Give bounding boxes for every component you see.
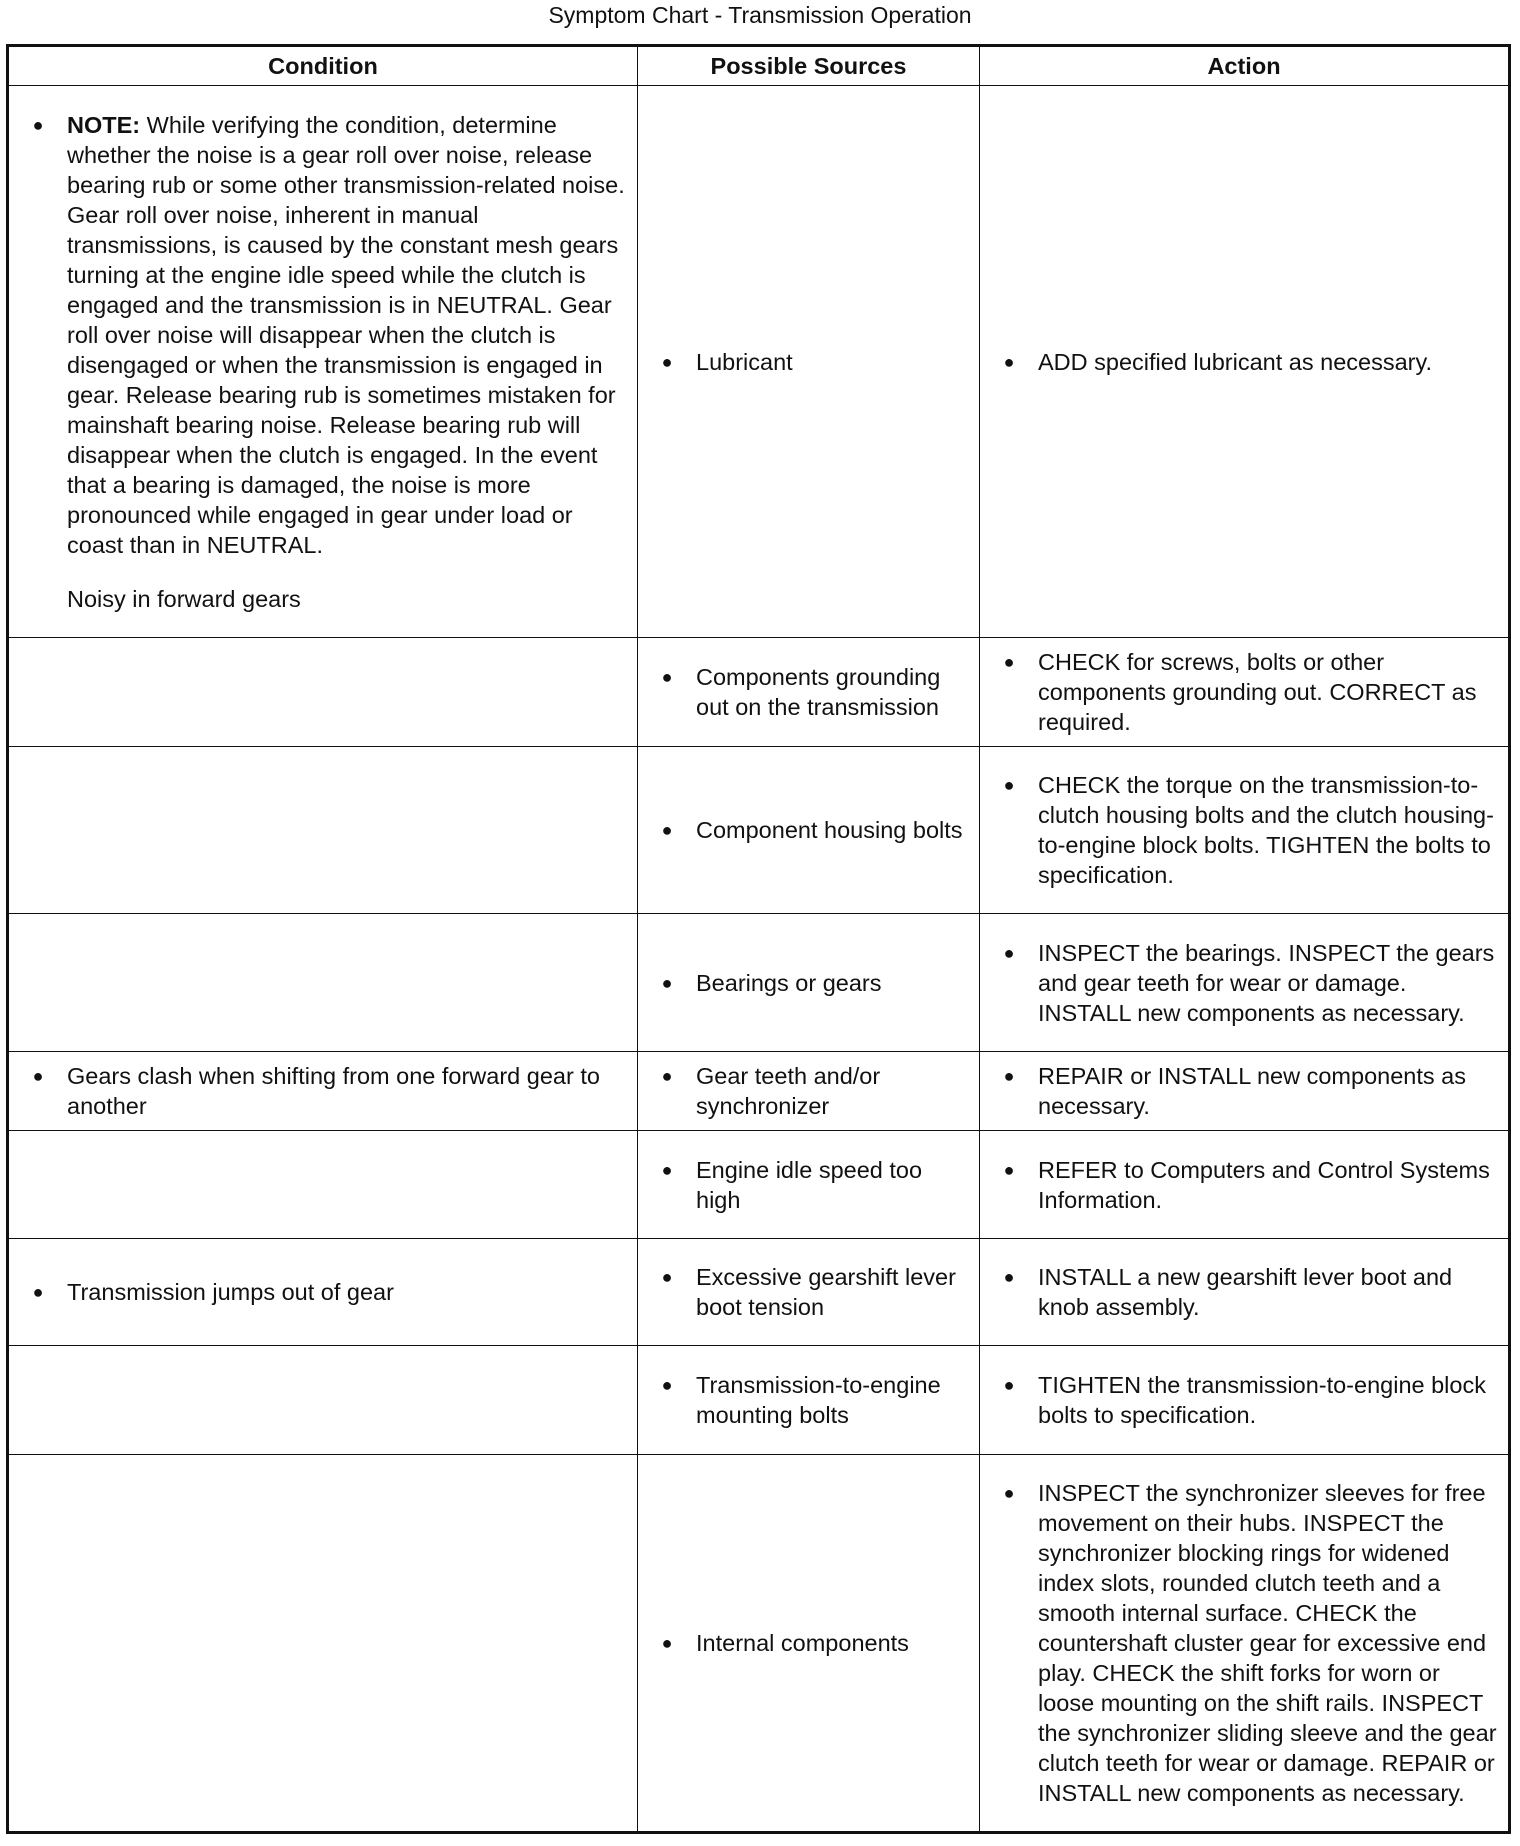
source-cell: [638, 747, 980, 914]
bullet-icon: ●: [661, 820, 673, 840]
source-cell-content: Transmission-to-engine mounting bolts: [696, 1372, 941, 1428]
source-cell: [638, 1346, 980, 1455]
header-row: [8, 46, 1510, 86]
action-cell-content: INSPECT the synchronizer sleeves for free movement on their hubs. INSPECT the synchronizer blocking rings for widened index slots, rounded clutch teeth and a smooth internal surface. CHECK the countershaft cluster gear for excessive end play. CHECK the shift forks for worn or loose mounting on the shift rails. INSPECT the synchronizer sliding sleeve and the gear clutch teeth for wear or damage. REPAIR or INSTALL new components as necessary.: [1038, 1480, 1497, 1806]
action-cell-text: [1038, 1478, 1500, 1808]
condition-subtitle: Noisy in forward gears: [67, 585, 301, 612]
action-cell-text: [1038, 770, 1500, 890]
header-condition: Condition: [8, 46, 638, 86]
source-cell-content: Components grounding out on the transmission: [696, 664, 941, 720]
action-cell-text: [1038, 1370, 1500, 1430]
table-row: [8, 914, 1510, 1052]
symptom-table: [6, 44, 1511, 1834]
condition-cell: [8, 1131, 638, 1239]
table-row: [8, 1052, 1510, 1131]
action-cell-text: [1038, 647, 1500, 737]
condition-cell-text: [67, 110, 629, 560]
source-cell-content: Lubricant: [696, 348, 793, 375]
source-cell-text: [696, 1370, 971, 1430]
source-cell-content: Engine idle speed too high: [696, 1156, 923, 1213]
table-row: [8, 747, 1510, 914]
source-cell: [638, 1131, 980, 1239]
note-label: NOTE:: [67, 111, 141, 138]
action-cell-content: ADD specified lubricant as necessary.: [1038, 348, 1433, 375]
source-cell-content: Internal components: [696, 1630, 909, 1656]
bullet-icon: ●: [1003, 1066, 1015, 1086]
source-cell: [638, 1239, 980, 1346]
condition-cell: [8, 1455, 638, 1833]
bullet-icon: ●: [661, 1633, 673, 1653]
action-cell: [980, 1239, 1510, 1346]
action-cell-content: INSPECT the bearings. INSPECT the gears and gear teeth for wear or damage. INSTALL new components as necessary.: [1038, 939, 1495, 1026]
source-cell-text: [696, 968, 882, 998]
source-cell: [638, 1052, 980, 1131]
condition-cell: [8, 1239, 638, 1346]
action-cell: [980, 1131, 1510, 1239]
action-cell: [980, 1346, 1510, 1455]
action-cell: [980, 747, 1510, 914]
action-cell-text: [1038, 347, 1432, 377]
source-cell-text: [696, 662, 971, 722]
bullet-icon: ●: [1003, 1159, 1015, 1180]
source-cell: [638, 914, 980, 1052]
condition-cell-content: Gears clash when shifting from one forward gear to another: [67, 1063, 600, 1119]
bullet-icon: ●: [661, 1066, 673, 1086]
bullet-icon: ●: [661, 1159, 673, 1180]
action-cell-content: CHECK for screws, bolts or other components grounding out. CORRECT as required.: [1038, 649, 1477, 735]
source-cell: [638, 638, 980, 747]
table-row: [8, 1346, 1510, 1455]
table-row: [8, 638, 1510, 747]
bullet-icon: ●: [1003, 1375, 1015, 1395]
action-cell-content: REPAIR or INSTALL new components as necessary.: [1038, 1063, 1466, 1119]
chart-title: Symptom Chart - Transmission Operation: [548, 2, 972, 28]
bullet-icon: ●: [661, 972, 673, 993]
condition-cell-text: [67, 1277, 394, 1307]
source-cell-content: Bearings or gears: [696, 969, 882, 996]
header-action: Action: [980, 46, 1510, 86]
table-row: [8, 1239, 1510, 1346]
condition-cell-content: While verifying the condition, determine whether the noise is a gear roll over noise, release bearing rub or some other transmission-related noise. Gear roll over noise, inherent in manual transmissions, is caused by the constant mesh gears turning at the engine idle speed while the clutch is engaged and the transmission is in NEUTRAL. Gear roll over noise will disappear when the clutch is disengaged or when the transmission is engaged in gear. Release bearing rub is sometimes mistaken for mainshaft bearing noise. Release bearing rub will disappear when the clutch is engaged. In the event that a bearing is damaged, the noise is more pronounced while engaged in gear under load or coast than in NEUTRAL.: [67, 111, 625, 558]
bullet-icon: ●: [32, 1282, 44, 1302]
action-cell-content: TIGHTEN the transmission-to-engine block bolts to specification.: [1038, 1372, 1486, 1428]
bullet-icon: ●: [661, 667, 673, 687]
source-cell-content: Component housing bolts: [696, 817, 963, 843]
action-cell: [980, 86, 1510, 638]
condition-cell: [8, 1346, 638, 1455]
action-cell-text: [1038, 938, 1500, 1028]
source-cell-text: [696, 1061, 971, 1121]
action-cell: [980, 914, 1510, 1052]
condition-cell: [8, 747, 638, 914]
source-cell: [638, 86, 980, 638]
bullet-icon: ●: [1003, 942, 1015, 963]
action-cell: [980, 1052, 1510, 1131]
table-row: [8, 1131, 1510, 1239]
source-cell-content: Excessive gearshift lever boot tension: [696, 1264, 956, 1320]
source-cell-text: [696, 815, 963, 845]
source-cell-text: [696, 347, 793, 377]
header-sources: Possible Sources: [638, 46, 980, 86]
bullet-icon: ●: [1003, 652, 1015, 672]
source-cell: [638, 1455, 980, 1833]
condition-cell-content: Transmission jumps out of gear: [67, 1279, 394, 1305]
action-cell: [980, 1455, 1510, 1833]
source-cell-text: [696, 1155, 971, 1215]
bullet-icon: ●: [1003, 1483, 1015, 1503]
source-cell-text: [696, 1628, 909, 1658]
condition-cell-text: [67, 1061, 629, 1121]
table-row: [8, 86, 1510, 638]
action-cell-content: INSTALL a new gearshift lever boot and knob assembly.: [1038, 1264, 1453, 1320]
source-cell-content: Gear teeth and/or synchronizer: [696, 1063, 881, 1119]
bullet-icon: ●: [32, 114, 44, 135]
action-cell: [980, 638, 1510, 747]
action-cell-text: [1038, 1155, 1500, 1215]
action-cell-text: [1038, 1262, 1500, 1322]
action-cell-content: REFER to Computers and Control Systems Information.: [1038, 1156, 1490, 1213]
condition-cell: [8, 914, 638, 1052]
condition-cell: [8, 638, 638, 747]
action-cell-content: CHECK the torque on the transmission-to-clutch housing bolts and the clutch housing-to-engine block bolts. TIGHTEN the bolts to specification.: [1038, 772, 1494, 888]
bullet-icon: ●: [661, 1267, 673, 1287]
bullet-icon: ●: [1003, 775, 1015, 795]
bullet-icon: ●: [1003, 351, 1015, 372]
condition-cell: [8, 1052, 638, 1131]
condition-cell: [8, 86, 638, 638]
bullet-icon: ●: [1003, 1267, 1015, 1287]
bullet-icon: ●: [661, 351, 673, 372]
source-cell-text: [696, 1262, 971, 1322]
table-row: [8, 1455, 1510, 1833]
bullet-icon: ●: [32, 1066, 44, 1086]
action-cell-text: [1038, 1061, 1500, 1121]
bullet-icon: ●: [661, 1375, 673, 1395]
